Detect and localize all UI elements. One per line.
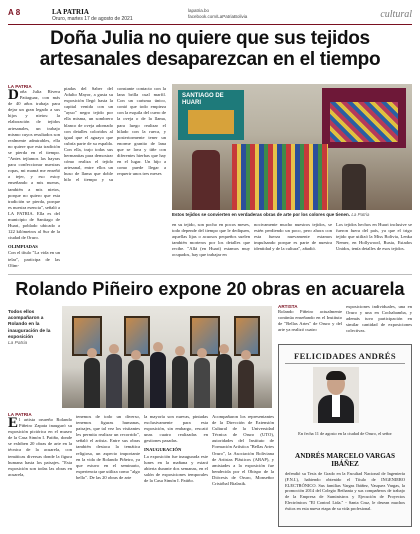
story1-subhead: OLIMPIADAS <box>8 244 38 250</box>
story2-right-column-a: ARTISTA Rolando Piñeiro actualmente continúa enseñando en el Instituto de "Bellas Artes" de Oruro y del arte ya realizó cuatro <box>278 304 342 333</box>
header-divider <box>8 24 412 25</box>
story1-column-2 <box>64 86 166 270</box>
story1-column-3: en su tejido, son pocho en pocos meses, todo depende del tiempo que le dediquen, aquellas lijas o acuosos pequeños suelen también morteros por los detalles que recibe. "Allá (en Huari) estamos muy ocupados, hay que trabajar en <box>172 222 250 258</box>
story2-column-4: Acompañaron los representantes de la Dirección de Extensión Cultural de la Universidad Técnica de Oruro (UTO), autoridades del Instituto de Formación Artística "Bellas Artes Oruro", la Asociación Boliviana de Artistas Plásticos (ABAP), y amistades a la exposición fue bendecida por el Obispo de la Diócesis de Oruro, Monseñor Cristóbal Bialasik. <box>212 414 274 487</box>
congratulations-title: FELICIDADES ANDRÉS <box>294 351 396 361</box>
dropcap: D <box>8 87 19 103</box>
web-links: lapatria.bo facebook.com/LaPatriaBolivia <box>188 8 248 19</box>
story2-headline: Rolando Piñeiro expone 20 obras en acuarela <box>15 279 405 299</box>
story1-column-1 <box>8 84 60 270</box>
page-number: A 8 <box>8 8 21 17</box>
weaving-photo <box>172 84 412 210</box>
dropcap: E <box>8 415 19 431</box>
newspaper-logo: LA PATRIA <box>52 8 89 16</box>
photo1-caption: Estos tejidos se convierten en verdaderas obras de arte por los colores que tienen. La Patria <box>172 212 370 217</box>
textile-display <box>322 88 406 148</box>
story2-column-2: tenemos de todo un diverso, tenemos figuras humanas, paisajes, que tal vez los visitantes les permita realizar un recorrido", señaló el artista. Entre sus obras también destaca la temática religiosa, un aspecto importante en la vida de Rolando Piñeiro, ya que estuvo en el seminario, experiencia que utiliza como "algo bello". De las 20 obras de arte <box>76 414 140 480</box>
page-header <box>8 8 412 22</box>
story2-byline: LA PATRIA <box>8 412 32 417</box>
attendee <box>106 354 122 408</box>
attendee <box>84 358 100 408</box>
story2-column-1: LA PATRIA E l artista orureño Rolando Piñeiro Zapata inauguró su exposición pictórica en el museo de la Casa Simón I. Patiño, donde se exhiben 20 obras de arte en la técnica de la acuarela, con temáticas diversas donde la figura humana hasta los paisajes. "Esta exposición son todas las obras en acuarela, <box>8 412 72 477</box>
attendee <box>216 354 232 408</box>
story2-right-byline: ARTISTA <box>278 304 298 309</box>
santiago-banner: SANTIAGO DE HUARI <box>178 90 244 140</box>
story2-subhead: INAUGURACIÓN <box>144 447 182 453</box>
visitor-figure <box>342 164 366 210</box>
congratulations-body: defendió su Tesis de Grado en la Facultad Nacional de Ingeniería (F.N.I.), habiendo obtenido el Título de INGENIERO ELECTRÓNICO. Sus familias Vargas Ibáñez, Vasquez Vargas, la promoción 2014 del Colegio Bethania y sus compañeros de trabajo de la Empresa de Suministros y Ejecución de Proyectos Electrónicos "EI Control Ltda." - Santa Cruz, le desean muchos éxitos en esta nueva etapa de su vida profesional. <box>285 471 405 511</box>
story1-text-1b: Con el título "La vida en un telar", participa de las Olim- <box>8 250 60 268</box>
attendee <box>150 352 166 408</box>
story-divider <box>8 274 412 275</box>
story1-headline: Doña Julia no quiere que sus tejidos artesanales desaparezcan en el tiempo <box>39 28 381 70</box>
story1-column-4: nocivamente mucho nuestros tejidos, se estén perdiendo un poco, pero ahora con esta fuerza nuevamente estamos impulsando porque es parte de nuestra identidad y de la cultura", añadió. <box>254 222 332 252</box>
graduate-portrait <box>313 367 359 423</box>
graduate-name: ANDRÉS MARCELO VARGAS IBÁÑEZ <box>295 452 395 468</box>
exhibition-group-photo <box>62 306 272 408</box>
congratulations-intro: En fecha 11 de agosto en la ciudad de Oruro, el señor <box>298 431 392 436</box>
woven-textile <box>232 144 328 210</box>
congratulations-box <box>278 344 412 527</box>
attendee <box>238 360 254 408</box>
section-label: cultural <box>380 9 412 20</box>
story1-column-5: Los tejidos hechos en Huari inclusive se fueron fuera del país, ya que el trigo tejido que utilizó la Miss Bolivia, Lenka Nemer, en Hollywood, Rusia, Estados Unidos, tenía detalles de esos tejidos. <box>336 222 412 252</box>
issue-date: Oruro, martes 17 de agosto de 2021 <box>52 16 133 22</box>
title-divider <box>285 363 405 364</box>
attendee <box>194 358 210 408</box>
story1-byline: LA PATRIA <box>8 84 32 89</box>
story1-text-1: oña Julia Rivera Patiaguaz, con más de 40 años trabaja para dejar un gran legado a sus hijos y nietos: la elaboración de tejidos artesanales, un trabajo mismo cuyos resultados son realmente admirables, ella no quiere que esta tradición se pierda en el tiempo. "Antes tejíamos las hayras para confeccionar nuestras ropas, mi mamá me enseñó a tejer, y eso estoy enseñando a mis nueras, también a mis nietos, porque no quiero que esta tradición se pierda, porque es nuestra esencia", señaló a LA PATRIA. Ella es del municipio de Santiago de Huari, poblado ubicado a 122 kilómetros al Sur de la ciudad de Oruro. <box>8 89 60 241</box>
story2-column-3: la mayoría son nuevas, pintadas exclusivamente para esta exposición, sin embargo, rescató unas cuatro realizadas en gestiones pasadas. INAUGURACIÓN La exposición fue inaugurada este lunes en la mañana y estará abierta durante dos semanas, en el salón de exposiciones temporales de la Casa Simón I. Patiño. <box>144 414 208 483</box>
weaver-figure <box>192 150 220 210</box>
photo2-caption: Todos ellos acompañaron a Rolando en la inauguración de la exposición La Patria <box>8 310 51 347</box>
attendee <box>128 360 144 408</box>
attendee <box>172 356 188 408</box>
story1-text-2: piadas del Saber del Adulto Mayor, a gusta su exposición llegó hasta la capital venida con un "ayuo" negro tejido por ella misma, un sombrero blanco de oveja adornado con detalles coloridos al igual que el aguayo que cubría parte de su espalda. Con ella, trajo todas sus hermanitas para demostrar cómo realiza el tejido artesanal, entre ellos un huso de llama que doble hilo el tiempo y su constante contacto con la lana brilla cual marfil. Con un carisma único, contó que todo empieza con la esquila del cuero de la oveja o de la llama, para luego realizar el hilado con la rueca, y posteriormente tener un enorme granito de lana que se lava y tiñe con diferentes hierbas que hay en el lugar. Un hijo a como puede llegar a requerir unos tres meses <box>64 86 166 183</box>
story2-right-column-b: exposiciones individuales, una en Oruro y una en Cochabamba, y además tuvo participación en similar cantidad de exposiciones colectivas. <box>346 304 412 334</box>
